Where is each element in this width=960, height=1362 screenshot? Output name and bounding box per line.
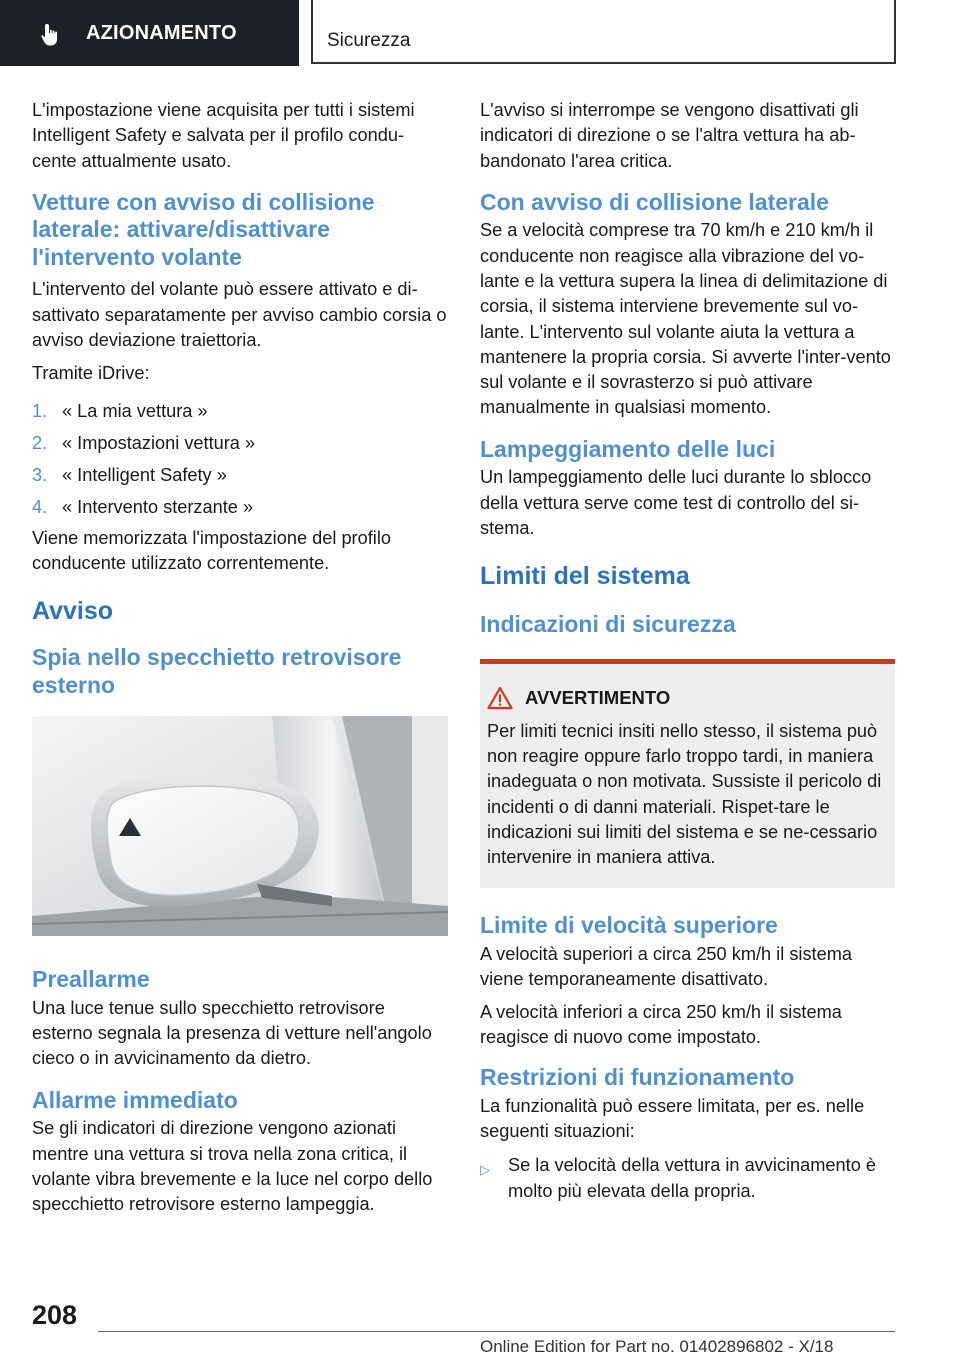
saved-paragraph: Viene memorizzata l'impostazione del profilo conducente utilizzato correntemente. — [32, 527, 391, 574]
heading-light-flash: Lampeggiamento delle luci — [480, 435, 776, 462]
heading-system-limits: Limiti del sistema — [480, 562, 690, 591]
warning-title — [487, 686, 887, 710]
heading-avviso: Avviso — [32, 597, 114, 626]
page-header — [0, 0, 960, 66]
side-collision-paragraph: Se a velocità comprese tra 70 km/h e 210 km/h il conducente non reagisce alla vibrazione del vo-lante e la vettura supera la linea di delimitazione di corsia, il sistema interviene brevemente sul vo-lante. L'intervento sul volante aiuta la vettura a mantenere la propria corsia. Si avverte l'inter-vento sul volante e il sovrasterzo si può attivare manualmente in qualsiasi momento. — [480, 220, 891, 418]
right-column — [480, 98, 896, 1204]
heading-restrictions: Restrizioni di funzionamento — [480, 1064, 795, 1091]
list-item: 4. « Intervento sterzante » — [32, 497, 254, 518]
idrive-steps — [32, 399, 448, 521]
intro-paragraph: L'impostazione viene acquisita per tutti i sistemi Intelligent Safety e salvata per il profilo condu-cente attualmente usato. — [32, 100, 415, 171]
steering-paragraph: L'intervento del volante può essere attivato e di-sattivato separatamente per avviso cambio corsia o avviso deviazione traiettoria. — [32, 279, 447, 350]
heading-side-collision: Con avviso di collisione laterale — [480, 188, 829, 215]
warning-box — [480, 659, 895, 889]
idrive-paragraph: Tramite iDrive: — [32, 363, 150, 384]
section-tab[interactable] — [0, 0, 299, 66]
interrupt-paragraph: L'avviso si interrompe se vengono disattivati gli indicatori di direzione o se l'altra vettura ha ab-bandonato l'area critica. — [480, 100, 859, 171]
upper-speed-paragraph-1: A velocità superiori a circa 250 km/h il sistema viene temporaneamente disattivato. — [480, 943, 852, 990]
restrictions-paragraph: La funzionalità può essere limitata, per es. nelle seguenti situazioni: — [480, 1095, 865, 1141]
heading-upper-speed: Limite di velocità superiore — [480, 912, 778, 939]
list-item: 3. « Intelligent Safety » — [32, 465, 227, 486]
side-mirror-illustration — [32, 716, 448, 936]
heading-mirror-light: Spia nello specchietto retrovisore esterno — [32, 644, 402, 698]
page-number: 208 — [32, 1300, 78, 1330]
heading-steering-intervention: Vetture con avviso di collisione laterale: attivare/disattivare l'intervento volante — [32, 188, 375, 270]
warning-title-label: AVVERTIMENTO — [525, 686, 671, 708]
heading-safety-notes: Indicazioni di sicurezza — [480, 611, 736, 638]
upper-speed-paragraph-2: A velocità inferiori a circa 250 km/h il sistema reagisce di nuovo come impostato. — [480, 1001, 842, 1047]
preallarme-paragraph: Una luce tenue sullo specchietto retrovisore esterno segnala la presenza di vetture nell'angolo cieco o in avvicinamento da dietro. — [32, 997, 432, 1069]
warning-triangle-icon — [487, 686, 513, 710]
list-item: 1. « La mia vettura » — [32, 400, 208, 421]
list-item: ▷ Se la velocità della vettura in avvicinamento è molto più elevata della propria. — [480, 1153, 896, 1204]
footer-edition: Online Edition for Part no. 01402896802 - X/18 — [480, 1337, 834, 1356]
left-column — [32, 98, 448, 1217]
chapter-tab[interactable] — [311, 0, 896, 64]
heading-allarme: Allarme immediato — [32, 1086, 238, 1113]
footer-divider — [98, 1331, 895, 1332]
hand-pointer-icon — [38, 22, 64, 48]
light-flash-paragraph: Un lampeggiamento delle luci durante lo sblocco della vettura serve come test di controllo del si-stema. — [480, 467, 872, 538]
warning-text: Per limiti tecnici insiti nello stesso, il sistema può non reagire oppure farlo troppo tardi, in maniera inadeguata o non motivata. Sussiste il pericolo di incidenti o di danni materiali. Rispet-tare le indicazioni sui limiti del sistema e se ne-cessario intervenire in maniera attiva. — [487, 720, 882, 868]
chapter-tab-label: Sicurezza — [327, 30, 411, 51]
list-item: 2. « Impostazioni vettura » — [32, 432, 256, 453]
section-tab-label: AZIONAMENTO — [86, 22, 237, 44]
bullet-triangle-icon: ▷ — [480, 1162, 490, 1178]
heading-preallarme: Preallarme — [32, 966, 150, 993]
allarme-paragraph: Se gli indicatori di direzione vengono azionati mentre una vettura si trova nella zona critica, il volante vibra brevemente e la luce nel corpo dello specchietto retrovisore esterno lampeggia. — [32, 1118, 433, 1215]
